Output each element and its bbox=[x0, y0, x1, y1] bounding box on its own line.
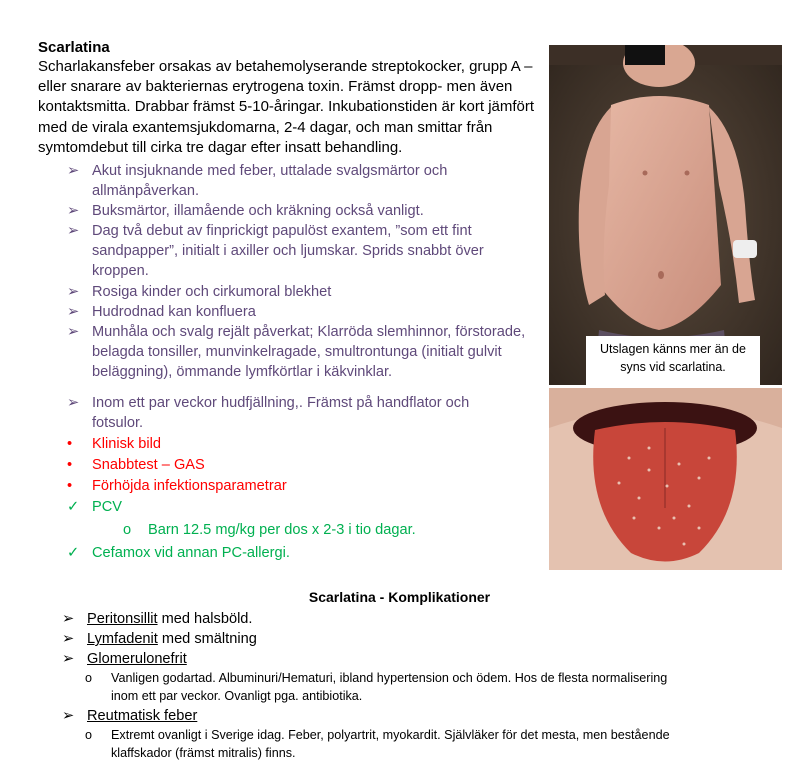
diagnosis-item: • Förhöjda infektionsparametrar bbox=[67, 478, 287, 494]
symptom-item: ➢ Buksmärtor, illamående och kräkning också vanligt. bbox=[67, 203, 424, 219]
arrow-bullet-icon: ➢ bbox=[62, 651, 75, 667]
arrow-bullet-icon: ➢ bbox=[67, 304, 80, 320]
arrow-bullet-icon: ➢ bbox=[67, 223, 80, 239]
dot-bullet-icon: • bbox=[67, 478, 73, 494]
circle-bullet-icon: o bbox=[85, 671, 93, 685]
arrow-bullet-icon: ➢ bbox=[62, 611, 75, 627]
symptom-item: ➢ Rosiga kinder och cirkumoral blekhet bbox=[67, 284, 332, 300]
arrow-bullet-icon: ➢ bbox=[62, 631, 75, 647]
symptom-item: ➢ Inom ett par veckor hudfjällning,. Främst på handflator och fotsulor. bbox=[67, 395, 470, 431]
dot-bullet-icon: • bbox=[67, 436, 73, 452]
section-title-complications: Scarlatina - Komplikationer bbox=[308, 589, 491, 605]
section-title-scarlatina: Scarlatina bbox=[38, 39, 110, 56]
rash-photo bbox=[549, 45, 782, 385]
arrow-bullet-icon: ➢ bbox=[62, 708, 75, 724]
complication-detail: o Vanligen godartad. Albuminuri/Hematuri, ibland hypertension och ödem. Hos de flesta normalisering inom ett par veckor. Ovanligt pga. antibiotika. bbox=[85, 671, 668, 703]
arrow-bullet-icon: ➢ bbox=[67, 324, 80, 340]
arrow-bullet-icon: ➢ bbox=[67, 395, 80, 411]
diagnosis-item: • Klinisk bild bbox=[67, 436, 161, 452]
arrow-bullet-icon: ➢ bbox=[67, 203, 80, 219]
child-rash-illustration bbox=[549, 45, 782, 385]
symptom-item: ➢ Munhåla och svalg rejält påverkat; Klarröda slemhinnor, förstorade, belagda tonsiller, munvinkelragade, smultrontunga (initialt gulvit beläggning), ömmande lymfkörtlar i käkvinklar. bbox=[67, 324, 526, 380]
treatment-item: ✓ PCV bbox=[67, 499, 123, 515]
arrow-bullet-icon: ➢ bbox=[67, 163, 80, 179]
diagnosis-item: • Snabbtest – GAS bbox=[67, 457, 205, 473]
treatment-item: ✓ Cefamox vid annan PC-allergi. bbox=[67, 545, 290, 561]
tongue-photo bbox=[549, 388, 782, 570]
circle-bullet-icon: o bbox=[85, 728, 93, 742]
treatment-dose: o Barn 12.5 mg/kg per dos x 2-3 i tio dagar. bbox=[123, 522, 416, 538]
complication-item: ➢ Peritonsillit med halsböld. bbox=[62, 611, 253, 627]
complication-item: ➢ Glomerulonefrit bbox=[62, 651, 187, 667]
arrow-bullet-icon: ➢ bbox=[67, 284, 80, 300]
complication-item: ➢ Reutmatisk feber bbox=[62, 708, 198, 724]
intro-paragraph: Scharlakansfeber orsakas av betahemolyserande streptokocker, grupp A – eller snarare av bakteriernas erytrogena toxin. Främst dropp- men även kontaktsmitta. Drabbar främst 5-10-åringar. Inkubationstiden är kort jämfört med de virala exantemsjukdomarna, 2-4 dagar, och man smittar från symtomdebut till cirka tre dagar efter insatt behandling. bbox=[38, 58, 535, 156]
complication-detail: o Extremt ovanligt i Sverige idag. Feber, polyartrit, myokardit. Självläker för det mesta, men bestående klaffskador (främst mitralis) finns. bbox=[85, 728, 670, 760]
symptom-item: ➢ Akut insjuknande med feber, uttalade svalgsmärtor och allmänpåverkan. bbox=[67, 163, 448, 199]
check-bullet-icon: ✓ bbox=[67, 545, 80, 561]
photo-caption: Utslagen känns mer än de syns vid scarlatina. bbox=[586, 336, 760, 386]
symptom-item: ➢ Hudrodnad kan konfluera bbox=[67, 304, 256, 320]
circle-bullet-icon: o bbox=[123, 522, 132, 538]
complication-item: ➢ Lymfadenit med smältning bbox=[62, 631, 257, 647]
strawberry-tongue-illustration bbox=[549, 388, 782, 570]
check-bullet-icon: ✓ bbox=[67, 499, 80, 515]
symptom-item: ➢ Dag två debut av finprickigt papulöst exantem, ”som ett fint sandpapper”, initialt i axiller och ljumskar. Sprids snabbt över kroppen. bbox=[67, 223, 484, 279]
dot-bullet-icon: • bbox=[67, 457, 73, 473]
